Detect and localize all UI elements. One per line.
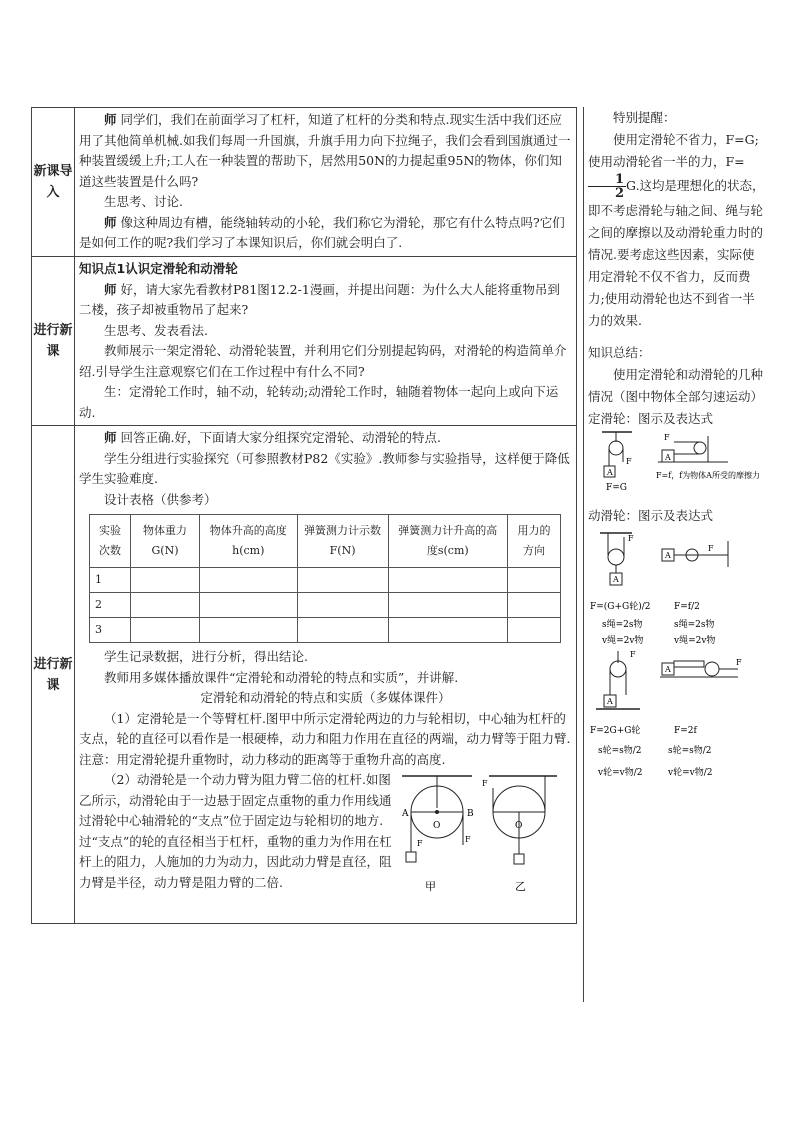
svg-text:A: A [607, 468, 613, 477]
fig-yi-label: 乙 [515, 880, 526, 893]
intro-label: 新课导入 [32, 108, 75, 257]
svg-text:O: O [515, 821, 523, 831]
new2-para-2: 学生分组进行实验探究（可参照教材P82《实验》.教师参与实验指导，这样便于降低学生实验难度. [79, 450, 570, 486]
svg-text:A: A [402, 809, 409, 819]
eq-s-2: s轮=s物/2 [598, 746, 642, 756]
eq-v-2b: v轮=v物/2 [668, 768, 713, 778]
svg-text:A: A [665, 551, 671, 560]
table-cell: 3 [90, 618, 131, 643]
svg-text:F: F [664, 433, 670, 442]
experiment-table [89, 514, 561, 643]
moving-pulley-label: 动滑轮：图示及表达式 [588, 508, 714, 523]
svg-text:A: A [665, 665, 671, 674]
intro-content [75, 108, 577, 257]
knowledge-heading: 知识点1认识定滑轮和动滑轮 [79, 261, 238, 276]
svg-text:A: A [607, 697, 613, 706]
new-lesson-content-2 [75, 426, 577, 924]
new1-para-3: 教师展示一架定滑轮、动滑轮装置，并利用它们分别提起钩码，对滑轮的构造简单介绍.引导学生注意观察它们在工作过程中有什么不同? [79, 343, 567, 379]
teacher-tag: 师 [104, 281, 117, 297]
svg-text:F: F [626, 457, 632, 466]
new1-para-2: 生思考、发表看法. [104, 322, 208, 338]
new-lesson-label-1: 进行新课 [32, 257, 75, 426]
col-header: 用力的方向 [507, 515, 560, 568]
teacher-tag: 师 [104, 214, 117, 230]
eq-moving-3: F=2G+G轮 [590, 726, 641, 736]
tip-title: 特别提醒： [613, 110, 676, 125]
svg-text:F: F [482, 779, 488, 788]
new2-para-5: 教师用多媒体播放课件“定滑轮和动滑轮的特点和实质”，并讲解. [104, 669, 459, 685]
new2-para-9: （2）动滑轮是一个动力臂为阻力臂二倍的杠杆.如图乙所示，动滑轮由于一边悬于固定点重物的重力作用线通过滑轮中心轴滑轮的“支点”位于固定边与轮相切的地方.过“支点”的轮的直径相当于杠杆，重物的重力为作用在杠杆上的阻力，人施加的力为动力，因此动力臂是直径，阻力臂是半径，动力臂是阻力臂的二倍. [79, 772, 392, 890]
new-lesson-content-1 [75, 257, 577, 426]
new2-para-6: 定滑轮和动滑轮的特点和实质（多媒体课件） [200, 690, 451, 705]
table-row [90, 593, 561, 618]
svg-text:F: F [628, 534, 634, 543]
sidebar [588, 107, 766, 806]
new2-para-4: 学生记录数据，进行分析，得出结论. [104, 649, 308, 664]
table-row [90, 568, 561, 593]
teacher-tag: 师 [104, 112, 117, 127]
pulley-lever-diagram [397, 770, 567, 898]
table-row [90, 618, 561, 643]
svg-text:B: B [467, 809, 474, 819]
svg-text:A: A [613, 575, 619, 584]
col-header: 物体升高的高度h(cm) [200, 515, 298, 568]
svg-text:F: F [417, 839, 423, 848]
eq-f-f: F=f，f为物体A所受的摩擦力 [656, 471, 760, 480]
half-fraction: $\frac{1}{2}$ [588, 173, 626, 200]
new2-para-1: 回答正确.好，下面请大家分组探究定滑轮、动滑轮的特点. [116, 430, 441, 445]
eq-s-2b: s轮=s物/2 [668, 746, 712, 756]
svg-text:F: F [630, 650, 636, 659]
svg-text:F: F [736, 658, 742, 667]
new2-para-3: 设计表格（供参考） [104, 491, 217, 507]
col-header: 弹簧测力计升高的高度s(cm) [388, 515, 507, 568]
column-divider [583, 107, 584, 1002]
eq-v-2: v轮=v物/2 [598, 768, 643, 778]
svg-text:F: F [708, 544, 714, 553]
col-header: 弹簧测力计示数F(N) [297, 515, 388, 568]
svg-text:A: A [665, 453, 671, 462]
moving-pulley-diagram [588, 527, 766, 799]
new-lesson-label-2: 进行新课 [32, 426, 75, 924]
new1-para-1: 好，请大家先看教材P81图12.2-1漫画，并提出问题：为什么大人能将重物吊到二楼，孩子却被重物吊了起来? [79, 281, 560, 317]
intro-para-3: 像这种周边有槽，能绕轴转动的小轮，我们称它为滑轮，那它有什么特点吗?它们是如何工作的呢?我们学习了本课知识后，你们就会明白了. [79, 214, 565, 250]
lesson-table [31, 107, 577, 924]
eq-s-1b: s绳=2s物 [674, 620, 715, 630]
intro-para-1: 同学们，我们在前面学习了杠杆，知道了杠杆的分类和特点.现实生活中我们还应用了其他简单机械.如我们每周一升国旗，升旗手用力向下拉绳子，我们会看到国旗通过一种装置缓缓上升;工人在一种装置的帮助下，居然用50N的力提起重95N的物体，你们知道这些装置是什么吗? [79, 112, 571, 189]
teacher-tag: 师 [104, 430, 117, 445]
intro-para-2: 生思考、讨论. [104, 194, 183, 209]
tip-text-1: 使用定滑轮不省力，F=G;使用动滑轮省一半的力，F= [588, 132, 759, 169]
new1-para-4: 生：定滑轮工作时，轴不动，轮转动;动滑轮工作时，轴随着物体一起向上或向下运动. [79, 384, 559, 420]
eq-v-1b: v绳=2v物 [674, 636, 716, 646]
eq-moving-4: F=2f [674, 726, 697, 736]
col-header: 物体重力G(N) [131, 515, 200, 568]
eq-f-g: F=G [606, 483, 627, 493]
tip-text-2: G.这均是理想化的状态，即不考虑滑轮与轴之间、绳与轮之间的摩擦以及动滑轮重力时的情况.要考虑这些因素，实际使用定滑轮不仅不省力，反而费力;使用动滑轮也达不到省一半力的效果. [588, 178, 765, 328]
summary-title: 知识总结： [588, 345, 651, 360]
fixed-pulley-diagram [588, 430, 766, 498]
svg-text:O: O [433, 821, 441, 831]
eq-s-1: s绳=2s物 [602, 620, 643, 630]
eq-moving-2: F=f/2 [674, 602, 700, 612]
fixed-pulley-label: 定滑轮：图示及表达式 [588, 411, 714, 426]
fig-jia-label: 甲 [425, 880, 436, 893]
eq-moving-1: F=(G+G轮)/2 [590, 602, 651, 612]
col-header: 实验次数 [90, 515, 131, 568]
new2-para-8: 注意：用定滑轮提升重物时，动力移动的距离等于重物升高的高度. [79, 751, 446, 767]
summary-text: 使用定滑轮和动滑轮的几种情况（图中物体全部匀速运动） [588, 367, 764, 404]
eq-v-1: v绳=2v物 [602, 636, 644, 646]
new2-para-7: （1）定滑轮是一个等臂杠杆.图甲中所示定滑轮两边的力与轮相切，中心轴为杠杆的支点，轮的直径可以看作是一根硬棒，动力和阻力作用在直径的两端，动力臂等于阻力臂. [79, 710, 571, 746]
table-cell: 1 [90, 568, 131, 593]
table-cell: 2 [90, 593, 131, 618]
svg-text:F: F [465, 835, 471, 844]
